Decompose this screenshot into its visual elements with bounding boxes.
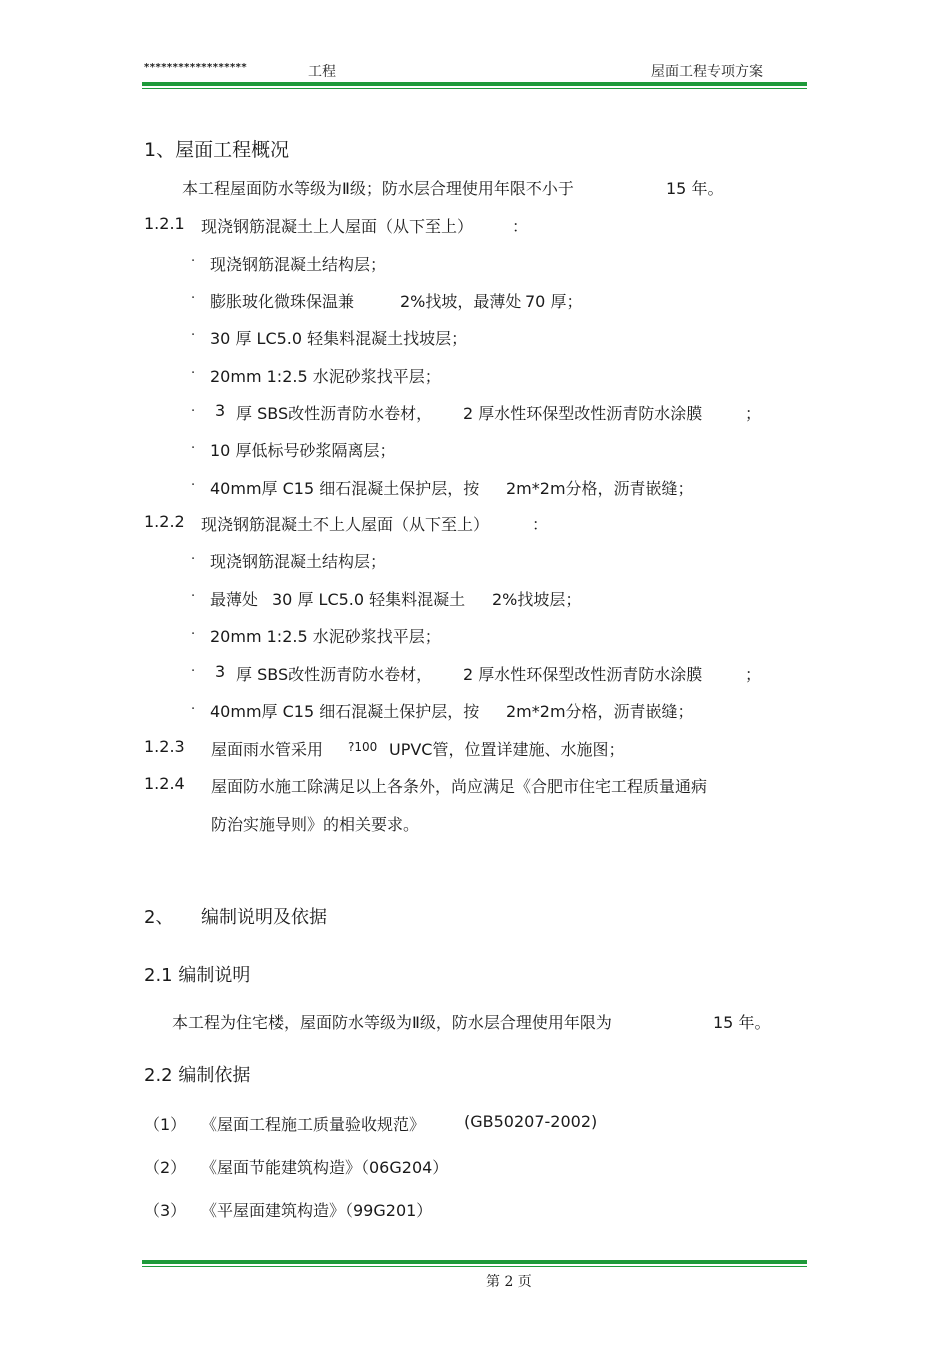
sub2-item-4b: 厚 SBS改性沥青防水卷材， — [236, 665, 433, 684]
ref-1-code: (GB50207-2002) — [464, 1112, 598, 1131]
section21-heading: 2.1 编制说明 — [144, 965, 251, 986]
header-project: 工程 — [308, 64, 336, 80]
section21-text: 本工程为住宅楼，屋面防水等级为Ⅱ级，防水层合理使用年限为 — [172, 1013, 612, 1032]
sub3-pipe-size: ?100 — [348, 740, 378, 754]
sub2-item-4a: 3 — [215, 662, 226, 681]
sub1-colon: ： — [512, 217, 529, 236]
bullet-marker: · — [191, 664, 196, 679]
sub1-item-1: 现浇钢筋混凝土结构层； — [210, 255, 387, 274]
bullet-marker: · — [191, 627, 196, 642]
ref-1-title: 《屋面工程施工质量验收规范》 — [201, 1115, 426, 1134]
sub1-item-3: 30 厚 LC5.0 轻集料混凝土找坡层； — [210, 329, 468, 348]
sub2-item-4c: 2 厚水性环保型改性沥青防水涂膜 — [463, 665, 703, 684]
ref-3-index: （3） — [144, 1201, 187, 1220]
sub2-item-1: 现浇钢筋混凝土结构层； — [210, 552, 387, 571]
sub2-colon: ： — [532, 515, 549, 534]
sub1-item-5c: 2 厚水性环保型改性沥青防水涂膜 — [463, 404, 703, 423]
section2-heading: 编制说明及依据 — [201, 907, 327, 928]
sub2-item-5a: 40mm厚 C15 细石混凝土保护层，按 — [210, 702, 480, 721]
sub2-item-2a: 最薄处 — [210, 590, 259, 609]
bullet-marker: · — [191, 702, 196, 717]
sub1-item-5d: ； — [745, 404, 762, 423]
sub2-item-4d: ； — [745, 665, 762, 684]
section1-intro: 本工程屋面防水等级为Ⅱ级；防水层合理使用年限不小于 — [182, 179, 574, 198]
sub4-line2: 防治实施导则》的相关要求。 — [211, 815, 420, 834]
footer-rule-thin — [142, 1266, 807, 1267]
bullet-marker: · — [191, 291, 196, 306]
header-rule-thick — [142, 82, 807, 86]
sub4-number: 1.2.4 — [144, 774, 185, 793]
section21-years: 15 年。 — [713, 1013, 771, 1032]
ref-1-index: （1） — [144, 1115, 187, 1134]
sub1-number: 1.2.1 — [144, 214, 185, 233]
bullet-marker: · — [191, 552, 196, 567]
sub1-item-5b: 厚 SBS改性沥青防水卷材， — [236, 404, 433, 423]
sub3-text-a: 屋面雨水管采用 — [211, 740, 324, 759]
sub1-item-7a: 40mm厚 C15 细石混凝土保护层，按 — [210, 479, 480, 498]
sub1-item-2b: 2%找坡，最薄处 — [400, 292, 522, 311]
section1-heading: 1、屋面工程概况 — [144, 139, 290, 161]
bullet-marker: · — [191, 254, 196, 269]
sub2-item-5b: 2m*2m分格，沥青嵌缝； — [506, 702, 694, 721]
section2-number: 2、 — [144, 907, 174, 928]
sub2-item-2c: 2%找坡层； — [492, 590, 582, 609]
sub2-item-2b: 30 厚 LC5.0 轻集料混凝土 — [272, 590, 466, 609]
header-stars: ****************** — [144, 62, 248, 73]
sub2-title: 现浇钢筋混凝土不上人屋面（从下至上） — [201, 515, 490, 534]
section1-intro-years: 15 年。 — [666, 179, 724, 198]
sub2-item-3: 20mm 1:2.5 水泥砂浆找平层； — [210, 627, 441, 646]
sub4-line1: 屋面防水施工除满足以上各条外，尚应满足《合肥市住宅工程质量通病 — [211, 777, 708, 796]
ref-3-title: 《平屋面建筑构造》（99G201） — [201, 1201, 433, 1220]
ref-2-title: 《屋面节能建筑构造》（06G204） — [201, 1158, 449, 1177]
header-rule-thin — [142, 88, 807, 89]
sub1-item-5a: 3 — [215, 401, 226, 420]
bullet-marker: · — [191, 589, 196, 604]
page-number: 第 2 页 — [486, 1274, 532, 1290]
sub3-number: 1.2.3 — [144, 737, 185, 756]
bullet-marker: · — [191, 366, 196, 381]
sub2-number: 1.2.2 — [144, 512, 185, 531]
sub1-item-6: 10 厚低标号砂浆隔离层； — [210, 441, 396, 460]
sub1-item-4: 20mm 1:2.5 水泥砂浆找平层； — [210, 367, 441, 386]
ref-2-index: （2） — [144, 1158, 187, 1177]
bullet-marker: · — [191, 404, 196, 419]
section22-heading: 2.2 编制依据 — [144, 1065, 251, 1086]
sub1-item-7b: 2m*2m分格，沥青嵌缝； — [506, 479, 694, 498]
footer-rule-thick — [142, 1260, 807, 1264]
sub1-item-2c: 70 厚； — [525, 292, 583, 311]
sub1-title: 现浇钢筋混凝土上人屋面（从下至上） — [201, 217, 474, 236]
sub3-text-b: UPVC管，位置详建施、水施图； — [389, 740, 625, 759]
bullet-marker: · — [191, 328, 196, 343]
bullet-marker: · — [191, 441, 196, 456]
sub1-item-2a: 膨胀玻化微珠保温兼 — [210, 292, 355, 311]
bullet-marker: · — [191, 478, 196, 493]
header-title: 屋面工程专项方案 — [651, 64, 763, 80]
